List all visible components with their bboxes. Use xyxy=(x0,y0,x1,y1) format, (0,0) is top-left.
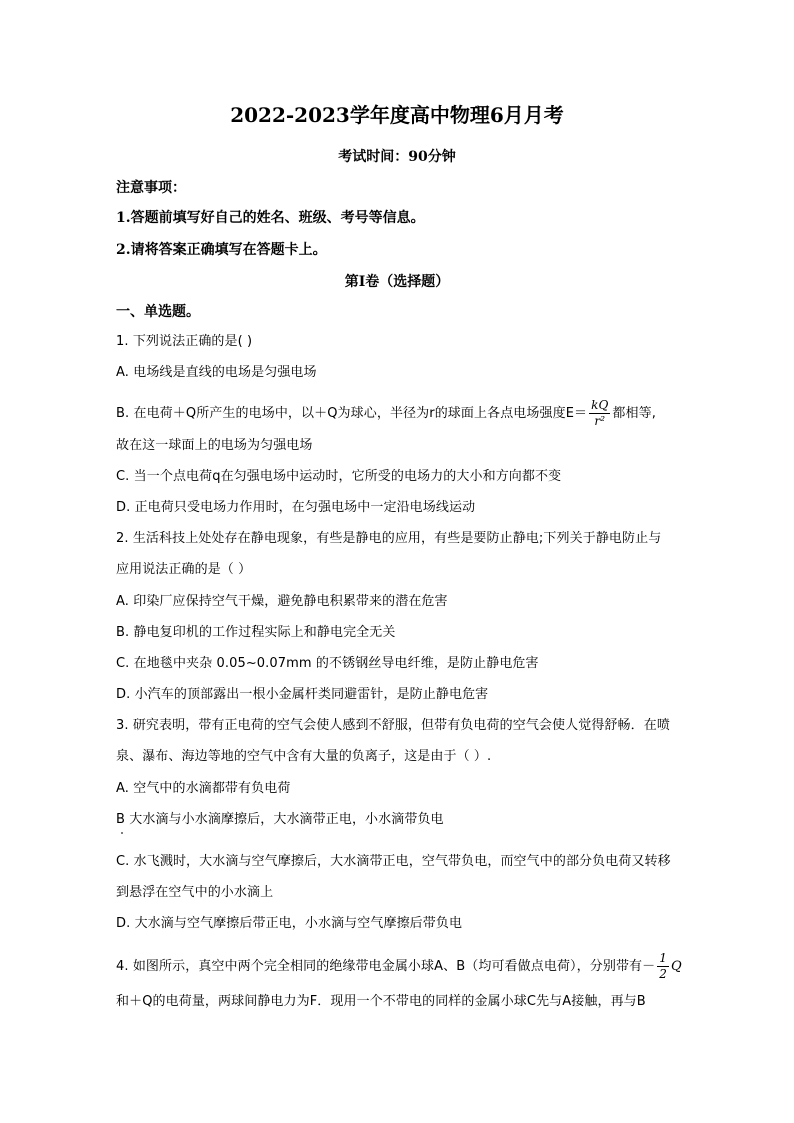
q1-option-b xyxy=(116,398,656,429)
notice-item-1: 1.答题前填写好自己的姓名、班级、考号等信息。 xyxy=(116,210,425,226)
q1-option-a: A. 电场线是直线的电场是匀强电场 xyxy=(116,365,317,380)
q2-option-c: C. 在地毯中夹杂 0.05~0.07mm 的不锈钢丝导电纤维，是防止静电危害 xyxy=(116,656,539,671)
q1-formula-numerator: kQ xyxy=(591,398,609,412)
q3-option-c-line2: 到悬浮在空气中的小水滴上 xyxy=(116,885,274,900)
q2-option-b: B. 静电复印机的工作过程实际上和静电完全无关 xyxy=(116,625,396,640)
q4-stem-line2: 和＋Q的电荷量，两球间静电力为F．现用一个不带电的同样的金属小球C先与A接触，再与B xyxy=(116,994,646,1009)
stray-dot-mark xyxy=(121,832,123,834)
volume-title: 第I卷（选择题） xyxy=(344,274,450,290)
notice-item-2: 2.请将答案正确填写在答题卡上。 xyxy=(116,242,327,258)
q4-fraction-numerator: 1 xyxy=(659,951,667,965)
q4-charge-fraction xyxy=(657,951,669,982)
q1-option-b-text: B. 在电荷＋Q所产生的电场中，以＋Q为球心，半径为r的球面上各点电场强度E＝ xyxy=(116,406,588,421)
exam-title: 2022-2023学年度高中物理6月月考 xyxy=(230,103,564,127)
exam-time: 考试时间：90分钟 xyxy=(338,149,456,165)
notice-heading: 注意事项： xyxy=(116,180,186,196)
q1-formula-denominator: r² xyxy=(594,414,606,428)
q1-option-c: C. 当一个点电荷q在匀强电场中运动时，它所受的电场力的大小和方向都不变 xyxy=(116,469,562,484)
q1-option-b-tail: 都相等, xyxy=(612,406,656,421)
q3-stem-line1: 3. 研究表明，带有正电荷的空气会使人感到不舒服，但带有负电荷的空气会使人觉得舒畅．在喷 xyxy=(116,718,670,733)
q4-fraction-denominator: 2 xyxy=(659,967,667,981)
q4-charge-symbol: Q xyxy=(671,959,682,974)
q4-stem-line1 xyxy=(116,951,682,982)
q2-stem-line1: 2. 生活科技上处处存在静电现象，有些是静电的应用，有些是要防止静电;下列关于静电防止与 xyxy=(116,531,662,546)
q4-stem-text: 4. 如图所示，真空中两个完全相同的绝缘带电金属小球A、B（均可看做点电荷），分别带有－ xyxy=(116,959,656,974)
q1-field-formula xyxy=(589,398,610,429)
q1-option-d: D. 正电荷只受电场力作用时，在匀强电场中一定沿电场线运动 xyxy=(116,500,476,515)
q3-option-c-line1: C. 水飞溅时，大水滴与空气摩擦后，大水滴带正电，空气带负电，而空气中的部分负电荷又转移 xyxy=(116,854,671,869)
q3-option-d: D. 大水滴与空气摩擦后带正电，小水滴与空气摩擦后带负电 xyxy=(116,916,463,931)
q2-option-d: D. 小汽车的顶部露出一根小金属杆类同避雷针，是防止静电危害 xyxy=(116,687,489,702)
q2-option-a: A. 印染厂应保持空气干燥，避免静电积累带来的潜在危害 xyxy=(116,594,448,609)
section-title: 一、单选题。 xyxy=(116,304,200,320)
q3-stem-line2: 泉、瀑布、海边等地的空气中含有大量的负离子，这是由于（ ）. xyxy=(116,749,492,764)
q3-option-a: A. 空气中的水滴都带有负电荷 xyxy=(116,781,291,796)
q2-stem-line2: 应用说法正确的是（ ） xyxy=(116,562,252,577)
q1-option-b-continued: 故在这一球面上的电场为匀强电场 xyxy=(116,438,313,453)
q1-stem: 1. 下列说法正确的是( ) xyxy=(116,334,253,349)
q3-option-b: B 大水滴与小水滴摩擦后，大水滴带正电，小水滴带负电 xyxy=(116,812,444,827)
